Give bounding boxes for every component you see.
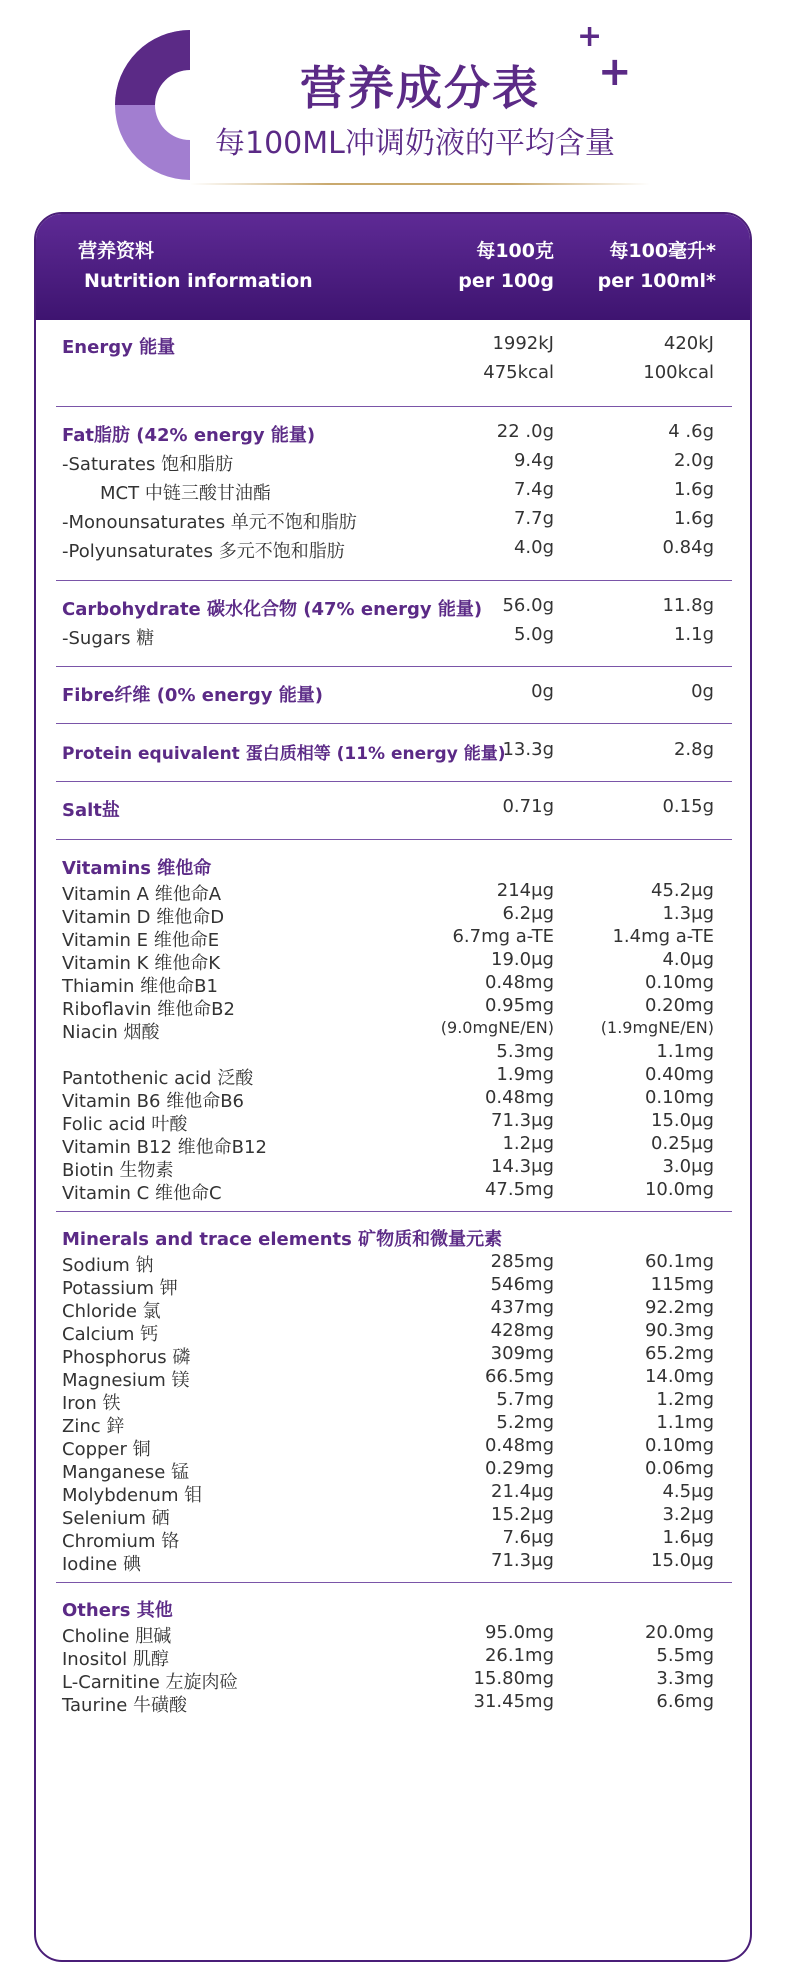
- section-divider: [56, 1582, 732, 1583]
- row-label: Chromium 铬: [62, 1531, 180, 1552]
- minerals-title: Minerals and trace elements 矿物质和微量元素: [62, 1229, 503, 1250]
- value-per-100g: 31.45mg: [473, 1691, 554, 1712]
- row-label: Vitamin D 维他命D: [62, 907, 225, 928]
- value-per-100ml: 100kcal: [643, 362, 714, 383]
- table-row: [36, 330, 750, 359]
- value-per-100ml: 5.5mg: [656, 1645, 714, 1666]
- value-per-100ml: 0.20mg: [644, 995, 714, 1016]
- value-per-100g: 285mg: [490, 1251, 554, 1272]
- table-row: [36, 592, 750, 621]
- table-row: [36, 1176, 750, 1205]
- row-label: Vitamin E 维他命E: [62, 930, 220, 951]
- row-label: Pantothenic acid 泛酸: [62, 1068, 254, 1089]
- table-row: [36, 736, 750, 765]
- value-per-100g: 21.4μg: [491, 1481, 554, 1502]
- value-per-100g: 5.2mg: [496, 1412, 554, 1433]
- value-per-100ml: 3.0μg: [662, 1156, 714, 1177]
- row-label: Manganese 锰: [62, 1462, 190, 1483]
- value-per-100ml: 65.2mg: [644, 1343, 714, 1364]
- row-label: Biotin 生物素: [62, 1160, 174, 1181]
- value-per-100ml: 1.4mg a-TE: [612, 926, 714, 947]
- value-per-100ml: 1.1mg: [656, 1412, 714, 1433]
- value-per-100g: 66.5mg: [484, 1366, 554, 1387]
- row-label: Niacin 烟酸: [62, 1022, 160, 1043]
- table-header: [36, 214, 750, 320]
- value-per-100ml: 1.1g: [673, 624, 714, 645]
- value-per-100ml: 0.84g: [662, 537, 714, 558]
- others-title: Others 其他: [62, 1600, 173, 1621]
- table-row: [36, 505, 750, 534]
- page-title: 营养成分表: [300, 61, 540, 115]
- value-per-100ml: 0.10mg: [644, 972, 714, 993]
- value-per-100g: 95.0mg: [484, 1622, 554, 1643]
- value-per-100g: 214μg: [496, 880, 554, 901]
- value-per-100ml: 90.3mg: [644, 1320, 714, 1341]
- row-label: Vitamin B12 维他命B12: [62, 1137, 267, 1158]
- row-label: -Polyunsaturates 多元不饱和脂肪: [62, 541, 345, 562]
- value-per-100ml: 1.6g: [673, 508, 714, 529]
- value-per-100g: 0.48mg: [484, 1087, 554, 1108]
- value-per-100ml: 15.0μg: [651, 1110, 714, 1131]
- row-label: Zinc 鋅: [62, 1416, 125, 1437]
- value-per-100g: 6.7mg a-TE: [452, 926, 554, 947]
- table-row: [36, 534, 750, 563]
- value-per-100g: 1.9mg: [496, 1064, 554, 1085]
- value-per-100ml: 2.0g: [673, 450, 714, 471]
- value-per-100g: 15.80mg: [473, 1668, 554, 1689]
- value-per-100g: 6.2μg: [502, 903, 554, 924]
- value-per-100g: 14.3μg: [491, 1156, 554, 1177]
- row-label: Vitamin A 维他命A: [62, 884, 222, 905]
- value-per-100g: 5.0g: [513, 624, 554, 645]
- value-per-100ml: 0.10mg: [644, 1087, 714, 1108]
- value-per-100ml: 1.6μg: [662, 1527, 714, 1548]
- value-per-100g: 19.0μg: [491, 949, 554, 970]
- value-per-100g: 5.7mg: [496, 1389, 554, 1410]
- table-row: [36, 678, 750, 707]
- table-row: [36, 1688, 750, 1717]
- section-divider: [56, 580, 732, 581]
- value-per-100g: 309mg: [490, 1343, 554, 1364]
- value-per-100g: 4.0g: [513, 537, 554, 558]
- row-label: -Saturates 饱和脂肪: [62, 454, 234, 475]
- header-col2-en: per 100g: [458, 270, 554, 292]
- section-divider: [56, 666, 732, 667]
- value-per-100ml: 0.06mg: [644, 1458, 714, 1479]
- section-divider: [56, 406, 732, 407]
- row-label: Salt盐: [62, 800, 120, 821]
- value-per-100ml: 1.3μg: [662, 903, 714, 924]
- value-per-100g: 0.95mg: [484, 995, 554, 1016]
- table-row: [36, 793, 750, 822]
- value-per-100g: 15.2μg: [491, 1504, 554, 1525]
- row-label: Protein equivalent 蛋白质相等 (11% energy 能量): [62, 744, 506, 764]
- row-label: Iodine 碘: [62, 1554, 141, 1575]
- value-per-100g: 428mg: [490, 1320, 554, 1341]
- row-label: Taurine 牛磺酸: [62, 1695, 188, 1716]
- value-per-100ml: 11.8g: [662, 595, 714, 616]
- section-divider: [56, 723, 732, 724]
- value-per-100g: 56.0g: [502, 595, 554, 616]
- value-per-100g: 5.3mg: [496, 1041, 554, 1062]
- row-label: Sodium 钠: [62, 1255, 154, 1276]
- row-label: Inositol 肌醇: [62, 1649, 169, 1670]
- value-per-100g: 437mg: [490, 1297, 554, 1318]
- value-per-100ml: 3.2μg: [662, 1504, 714, 1525]
- value-per-100ml: 0.15g: [662, 796, 714, 817]
- table-row: [36, 476, 750, 505]
- page-subtitle: 每100ML冲调奶液的平均含量: [215, 126, 615, 161]
- value-per-100ml: 10.0mg: [644, 1179, 714, 1200]
- plus-icon: +: [577, 19, 603, 54]
- value-per-100ml: 6.6mg: [656, 1691, 714, 1712]
- value-per-100ml: 20.0mg: [644, 1622, 714, 1643]
- table-row: [36, 1547, 750, 1576]
- value-per-100g: 475kcal: [483, 362, 554, 383]
- row-label: Phosphorus 磷: [62, 1347, 191, 1368]
- value-per-100g: 22 .0g: [496, 421, 554, 442]
- row-label: -Monounsaturates 单元不饱和脂肪: [62, 512, 357, 533]
- value-per-100g: 0.48mg: [484, 972, 554, 993]
- value-per-100ml: 4.5μg: [662, 1481, 714, 1502]
- value-per-100g: 7.7g: [513, 508, 554, 529]
- value-per-100ml: 92.2mg: [644, 1297, 714, 1318]
- value-per-100g: 0.29mg: [484, 1458, 554, 1479]
- value-per-100g: 1.2μg: [502, 1133, 554, 1154]
- value-per-100ml: 420kJ: [663, 333, 714, 354]
- value-per-100ml: 15.0μg: [651, 1550, 714, 1571]
- row-label: Thiamin 维他命B1: [62, 976, 218, 997]
- header-divider: [190, 183, 650, 185]
- header-col1-cn: 营养资料: [78, 240, 155, 262]
- row-label: Vitamin C 维他命C: [62, 1183, 222, 1204]
- row-label: Magnesium 镁: [62, 1370, 190, 1391]
- row-label: Fat脂肪 (42% energy 能量): [62, 425, 316, 446]
- value-per-100ml: 14.0mg: [644, 1366, 714, 1387]
- table-row: [36, 447, 750, 476]
- value-per-100ml: 3.3mg: [656, 1668, 714, 1689]
- value-per-100g: 0g: [531, 681, 554, 702]
- row-label: Molybdenum 钼: [62, 1485, 203, 1506]
- value-per-100ml: 115mg: [650, 1274, 714, 1295]
- plus-icon: +: [598, 49, 632, 95]
- value-per-100ml: 60.1mg: [644, 1251, 714, 1272]
- header-col3-cn: 每100毫升*: [609, 240, 716, 262]
- value-per-100ml: 0g: [691, 681, 714, 702]
- value-per-100g: 71.3μg: [491, 1110, 554, 1131]
- value-per-100ml: 4 .6g: [668, 421, 714, 442]
- row-label: MCT 中链三酸甘油酯: [100, 483, 271, 504]
- table-row: [36, 359, 750, 388]
- value-per-100g: 546mg: [490, 1274, 554, 1295]
- row-label: Fibre纤维 (0% energy 能量): [62, 685, 323, 706]
- row-label: Vitamin B6 维他命B6: [62, 1091, 244, 1112]
- value-per-100g: 71.3μg: [491, 1550, 554, 1571]
- row-label: Potassium 钾: [62, 1278, 178, 1299]
- nutrition-table: [34, 212, 752, 1962]
- logo-arc-icon: [110, 30, 222, 180]
- header-col3-en: per 100ml*: [597, 270, 716, 292]
- value-per-100ml: 0.40mg: [644, 1064, 714, 1085]
- row-label: Riboflavin 维他命B2: [62, 999, 235, 1020]
- row-label: Folic acid 叶酸: [62, 1114, 188, 1135]
- value-per-100ml: (1.9mgNE/EN): [600, 1018, 714, 1037]
- vitamins-title: Vitamins 维他命: [62, 858, 212, 879]
- value-per-100g: 0.48mg: [484, 1435, 554, 1456]
- row-label: Energy 能量: [62, 337, 176, 358]
- value-per-100g: 13.3g: [502, 739, 554, 760]
- row-label: L-Carnitine 左旋肉硷: [62, 1672, 238, 1693]
- row-label: Chloride 氯: [62, 1301, 161, 1322]
- table-row: [36, 418, 750, 447]
- row-label: -Sugars 糖: [62, 628, 155, 649]
- row-label: Vitamin K 维他命K: [62, 953, 221, 974]
- value-per-100ml: 0.10mg: [644, 1435, 714, 1456]
- value-per-100ml: 1.1mg: [656, 1041, 714, 1062]
- value-per-100g: 0.71g: [502, 796, 554, 817]
- value-per-100g: 9.4g: [513, 450, 554, 471]
- table-row: [36, 621, 750, 650]
- row-label: Choline 胆碱: [62, 1626, 172, 1647]
- value-per-100ml: 1.6g: [673, 479, 714, 500]
- section-divider: [56, 839, 732, 840]
- row-label: Selenium 硒: [62, 1508, 170, 1529]
- row-label: Iron 铁: [62, 1393, 121, 1414]
- row-label: Copper 铜: [62, 1439, 151, 1460]
- section-divider: [56, 781, 732, 782]
- value-per-100ml: 45.2μg: [651, 880, 714, 901]
- value-per-100ml: 1.2mg: [656, 1389, 714, 1410]
- value-per-100ml: 4.0μg: [662, 949, 714, 970]
- header-col2-cn: 每100克: [476, 240, 554, 262]
- row-label: Calcium 钙: [62, 1324, 159, 1345]
- value-per-100g: 1992kJ: [492, 333, 554, 354]
- value-per-100g: 7.4g: [513, 479, 554, 500]
- value-per-100g: 47.5mg: [484, 1179, 554, 1200]
- value-per-100g: 26.1mg: [484, 1645, 554, 1666]
- row-label: Carbohydrate 碳水化合物 (47% energy 能量): [62, 599, 483, 620]
- header-col1-en: Nutrition information: [84, 270, 313, 292]
- value-per-100ml: 0.25μg: [651, 1133, 714, 1154]
- value-per-100g: (9.0mgNE/EN): [440, 1018, 554, 1037]
- value-per-100g: 7.6μg: [502, 1527, 554, 1548]
- value-per-100ml: 2.8g: [673, 739, 714, 760]
- section-divider: [56, 1211, 732, 1212]
